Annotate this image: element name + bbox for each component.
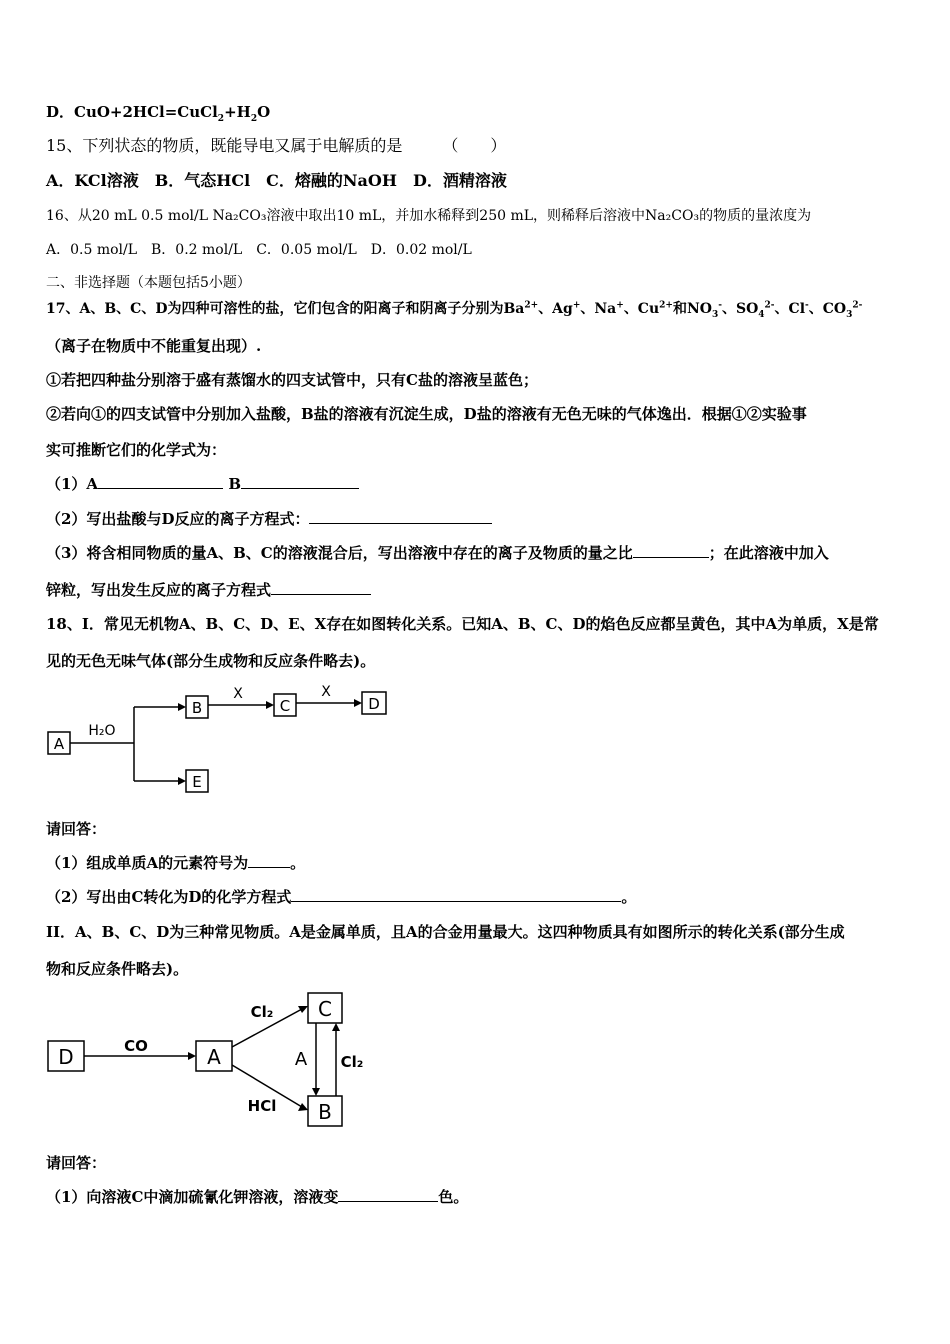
label-e: E: [192, 773, 202, 791]
q16-stem: 16、从20 mL 0.5 mol/L Na₂CO₃溶液中取出10 mL，并加水稀释到250 mL，则稀释后溶液中Na₂CO₃的物质的量浓度为: [46, 208, 812, 224]
reaction-diagram-1: [40, 680, 400, 800]
label-c2: C: [318, 997, 332, 1021]
label-d2: D: [58, 1045, 74, 1069]
q16-options: A．0.5 mol/L B．0.2 mol/L C．0.05 mol/L D．0.02 mol/L: [46, 242, 472, 258]
q18-ii-stem: II．A、B、C、D为三种常见物质。A是金属单质，且A的合金用量最大。这四种物质具有如图所示的转化关系(部分生成: [46, 923, 845, 941]
q17-part-1: （1）A B: [46, 474, 359, 494]
q18-i-part-2: （2）写出由C转化为D的化学方程式 。: [46, 888, 637, 906]
label-cl2-a: Cl₂: [250, 1003, 274, 1021]
label-hcl: HCl: [247, 1097, 277, 1115]
label-a2: A: [207, 1045, 221, 1069]
section-heading: 二、非选择题（本题包括5小题）: [46, 275, 251, 291]
q15-stem: 15、下列状态的物质，既能导电又属于电解质的是 （ ）: [46, 136, 507, 155]
q17-part-3: （3）将含相同物质的量A、B、C的溶液混合后，写出溶液中存在的离子及物质的量之比 ；在此溶液中加入: [46, 544, 829, 562]
label-a: A: [53, 735, 65, 753]
arrow-to-a2: [188, 1052, 196, 1060]
q17-part-3-cont: 锌粒，写出发生反应的离子方程式: [46, 580, 371, 600]
q15-options: A．KCl溶液 B．气态HCl C．熔融的NaOH D．酒精溶液: [46, 171, 507, 190]
q17-stem: 17、A、B、C、D为四种可溶性的盐，它们包含的阳离子和阴离子分别为$Ba^{2+}$、Ag+、Na+、$Cu^{2+}$和$NO_3^-$、$SO_4^{2-}$、Cl-、$CO_3^{2-}$: [46, 300, 863, 320]
arrow-b-to-c: [332, 1023, 340, 1031]
label-b2: B: [318, 1100, 332, 1124]
q17-note: （离子在物质中不能重复出现）.: [46, 337, 262, 355]
q17-condition-1: ①若把四种盐分别溶于盛有蒸馏水的四支试管中，只有C盐的溶液呈蓝色；: [46, 371, 538, 389]
label-x-2: X: [321, 684, 331, 700]
q18-i-part-1: （1）组成单质A的元素符号为 。: [46, 854, 306, 872]
q18-i-stem-cont: 见的无色无味气体(部分生成物和反应条件略去)。: [46, 652, 376, 670]
arrow-to-b: [178, 703, 186, 711]
label-h2o: H₂O: [88, 723, 116, 739]
arrow-c-to-b: [312, 1088, 320, 1096]
arrow-to-d: [354, 699, 362, 707]
q17-part-2: （2）写出盐酸与D反应的离子方程式：: [46, 509, 492, 529]
q18-i-stem: 18、I．常见无机物A、B、C、D、E、X存在如图转化关系。已知A、B、C、D的焰色反应都呈黄色，其中A为单质，X是常: [46, 615, 879, 633]
arrow-to-e: [178, 777, 186, 785]
label-co: CO: [124, 1037, 148, 1055]
q18-i-answer-prompt: 请回答：: [46, 820, 107, 838]
q18-ii-stem-cont: 物和反应条件略去)。: [46, 960, 189, 978]
q14-option-d: D．$CuO+2HCl=CuCl_2+H_2O$: [46, 103, 271, 124]
label-d: D: [368, 695, 380, 713]
arrow-to-b2: [298, 1103, 308, 1111]
label-x-1: X: [233, 686, 243, 702]
q17-condition-2-cont: 实可推断它们的化学式为：: [46, 441, 227, 459]
label-c: C: [279, 697, 291, 715]
label-b: B: [191, 699, 203, 717]
arrow-to-c2: [298, 1006, 308, 1013]
reaction-diagram-2: [40, 985, 380, 1135]
q18-ii-part-1: （1）向溶液C中滴加硫氰化钾溶液，溶液变 色。: [46, 1188, 469, 1206]
label-a-mid: A: [294, 1049, 308, 1070]
arrow-to-c: [266, 701, 274, 709]
label-cl2-b: Cl₂: [340, 1053, 364, 1071]
q18-ii-answer-prompt: 请回答：: [46, 1154, 107, 1172]
q17-condition-2: ②若向①的四支试管中分别加入盐酸，B盐的溶液有沉淀生成，D盐的溶液有无色无味的气体逸出．根据①②实验事: [46, 405, 807, 423]
